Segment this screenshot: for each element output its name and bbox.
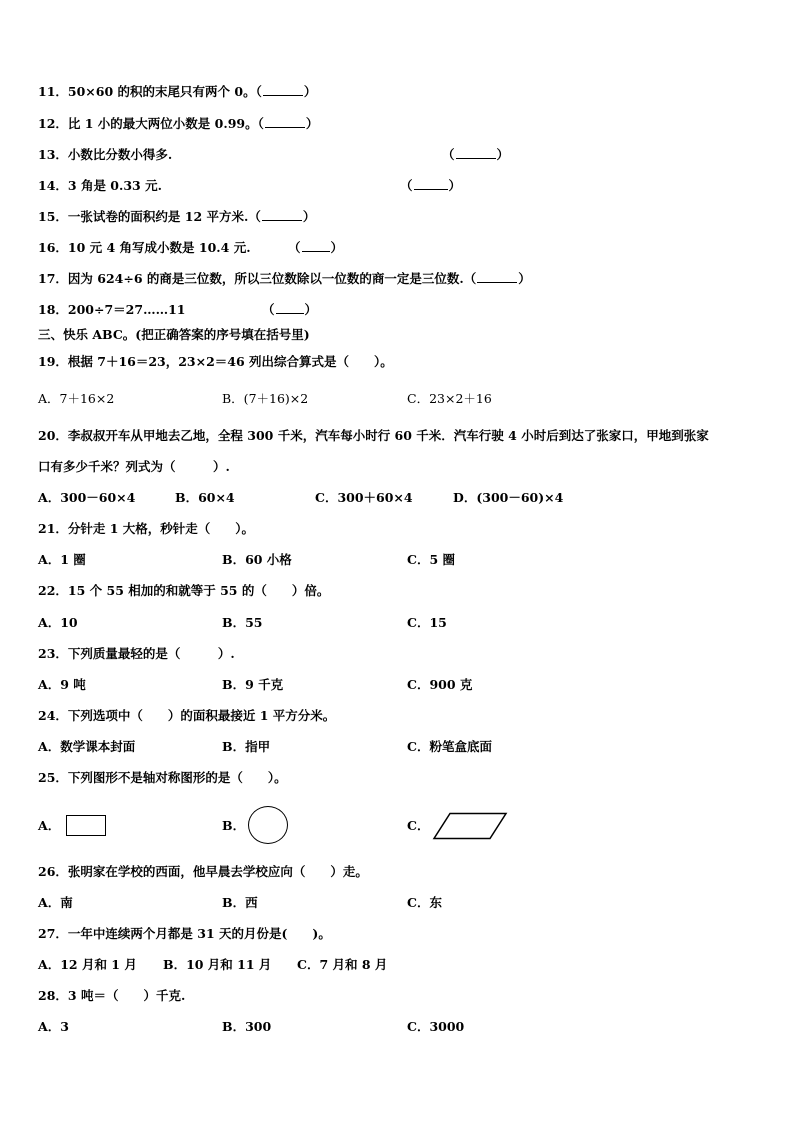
question-15: 15．一张试卷的面积约是 12 平方米.（ ）: [38, 209, 316, 224]
answer-blank[interactable]: [414, 179, 448, 190]
parallelogram-shape: [432, 812, 508, 840]
option-a[interactable]: A．12 月和 1 月: [38, 957, 137, 972]
question-13-answer: （ ）: [442, 147, 510, 162]
option-c[interactable]: C．3000: [407, 1019, 465, 1034]
option-b[interactable]: B．60×4: [175, 490, 235, 505]
question-19: 19．根据 7＋16＝23，23×2＝46 列出综合算式是（ ）。: [38, 354, 393, 369]
option-a[interactable]: A．10: [38, 615, 78, 630]
option-a[interactable]: A．7＋16×2: [38, 391, 115, 406]
question-26: 26．张明家在学校的西面，他早晨去学校应向（ ）走。: [38, 864, 368, 879]
question-16: 16．10 元 4 角写成小数是 10.4 元.: [38, 240, 251, 255]
question-14: 14．3 角是 0.33 元.: [38, 178, 162, 193]
option-d[interactable]: D．(300－60)×4: [453, 490, 564, 505]
option-b[interactable]: B．西: [222, 895, 258, 910]
answer-blank[interactable]: [276, 303, 304, 314]
option-b[interactable]: B．9 千克: [222, 677, 284, 692]
option-c[interactable]: C．5 圈: [407, 552, 455, 567]
option-b[interactable]: B．指甲: [222, 739, 271, 754]
option-c[interactable]: C．300＋60×4: [315, 490, 413, 505]
option-a[interactable]: A．300－60×4: [38, 490, 136, 505]
option-b[interactable]: B．55: [222, 615, 263, 630]
option-a[interactable]: A．3: [38, 1019, 69, 1034]
rectangle-shape: [66, 815, 106, 836]
answer-blank[interactable]: [456, 148, 496, 159]
section-heading: 三、快乐 ABC。(把正确答案的序号填在括号里): [38, 327, 310, 342]
question-14-answer: （ ）: [400, 178, 462, 193]
option-c[interactable]: C．粉笔盒底面: [407, 739, 492, 754]
option-c[interactable]: C．东: [407, 895, 442, 910]
option-b[interactable]: B．10 月和 11 月: [163, 957, 272, 972]
option-c[interactable]: C．15: [407, 615, 447, 630]
question-21: 21．分针走 1 大格，秒针走（ ）。: [38, 521, 255, 536]
circle-shape: [248, 806, 288, 844]
question-12: 12．比 1 小的最大两位小数是 0.99。（ ）: [38, 116, 319, 131]
question-13: 13．小数比分数小得多.: [38, 147, 173, 162]
option-c[interactable]: C．: [407, 818, 430, 833]
option-b[interactable]: B．300: [222, 1019, 272, 1034]
option-b[interactable]: B．: [222, 818, 246, 833]
answer-blank[interactable]: [263, 85, 303, 96]
option-c[interactable]: C．23×2＋16: [407, 391, 492, 406]
question-18: 18．200÷7＝27……11: [38, 302, 186, 317]
answer-blank[interactable]: [262, 210, 302, 221]
option-c[interactable]: C．7 月和 8 月: [297, 957, 388, 972]
answer-blank[interactable]: [477, 272, 517, 283]
question-24: 24．下列选项中（ ）的面积最接近 1 平方分米。: [38, 708, 336, 723]
question-20-line1: 20．李叔叔开车从甲地去乙地，全程 300 千米，汽车每小时行 60 千米．汽车行驶 4 小时后到达了张家口，甲地到张家: [38, 428, 709, 443]
question-28: 28．3 吨＝（ ）千克.: [38, 988, 186, 1003]
option-a[interactable]: A．南: [38, 895, 73, 910]
option-a[interactable]: A．: [38, 818, 61, 833]
option-b[interactable]: B．60 小格: [222, 552, 292, 567]
option-a[interactable]: A．1 圈: [38, 552, 86, 567]
answer-blank[interactable]: [265, 117, 305, 128]
question-22: 22．15 个 55 相加的和就等于 55 的（ ）倍。: [38, 583, 330, 598]
question-16-answer: （ ）: [288, 240, 344, 255]
option-c[interactable]: C．900 克: [407, 677, 473, 692]
option-b[interactable]: B．(7＋16)×2: [222, 391, 309, 406]
option-a[interactable]: A．数学课本封面: [38, 739, 136, 754]
question-23: 23．下列质量最轻的是（ ）.: [38, 646, 235, 661]
question-11: 11．50×60 的积的末尾只有两个 0。（ ）: [38, 84, 317, 99]
answer-blank[interactable]: [302, 241, 330, 252]
option-a[interactable]: A．9 吨: [38, 677, 86, 692]
question-18-answer: （ ）: [262, 302, 318, 317]
question-17: 17．因为 624÷6 的商是三位数，所以三位数除以一位数的商一定是三位数.（ ）: [38, 271, 531, 286]
question-20-line2: 口有多少千米？列式为（ ）.: [38, 459, 230, 474]
question-25: 25．下列图形不是轴对称图形的是（ ）。: [38, 770, 287, 785]
question-27: 27．一年中连续两个月都是 31 天的月份是( )。: [38, 926, 331, 941]
